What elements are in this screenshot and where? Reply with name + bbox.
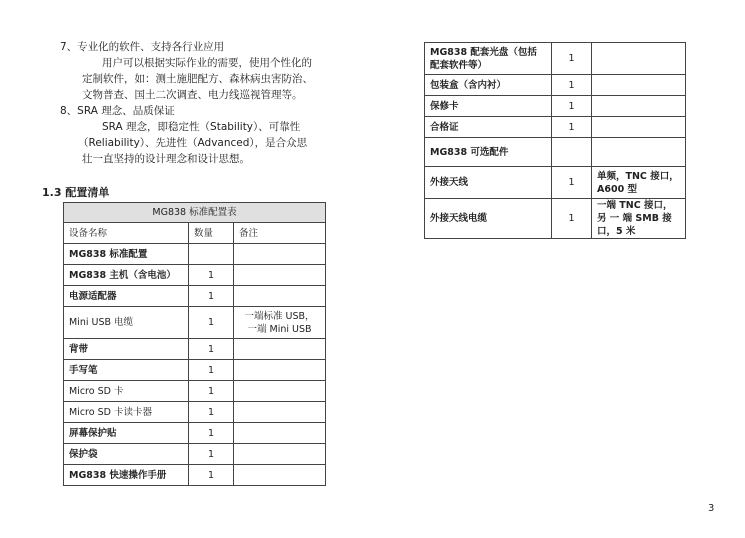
cell-note — [234, 423, 326, 444]
section-heading: 1.3 配置清单 — [42, 186, 110, 199]
cell-note — [234, 402, 326, 423]
cell-name: MG838 配套光盘（包括 配套软件等） — [425, 43, 552, 75]
cell-qty: 1 — [552, 167, 592, 199]
cell-qty: 1 — [189, 423, 234, 444]
item8-line-3: 壮一直坚持的设计理念和设计思想。 — [82, 153, 250, 165]
cell-note: 单频，TNC 接口， A600 型 — [592, 167, 686, 199]
cell-name: MG838 快速操作手册 — [64, 465, 189, 486]
accessories-table — [424, 42, 686, 239]
cell-qty: 1 — [189, 360, 234, 381]
cell-note — [234, 360, 326, 381]
table-row — [64, 286, 326, 307]
cell-qty: 1 — [552, 117, 592, 138]
table-row — [425, 138, 686, 167]
table-row — [64, 444, 326, 465]
cell-qty: 1 — [189, 286, 234, 307]
table-row — [64, 360, 326, 381]
cell-note — [592, 117, 686, 138]
table-row — [64, 307, 326, 339]
table-row — [64, 339, 326, 360]
cell-name: MG838 主机（含电池） — [64, 265, 189, 286]
cell-name: 电源适配器 — [64, 286, 189, 307]
table-row — [425, 117, 686, 138]
cell-name: Micro SD 卡 — [64, 381, 189, 402]
item8-title: 8、SRA 理念、品质保证 — [60, 105, 175, 117]
item8-line-1: SRA 理念，即稳定性（Stability）、可靠性 — [102, 121, 301, 133]
cell-name: 保修卡 — [425, 96, 552, 117]
table-row — [64, 465, 326, 486]
table-row — [64, 423, 326, 444]
cell-name: 包装盒（含内衬） — [425, 75, 552, 96]
cell-qty: 1 — [189, 465, 234, 486]
table-row — [425, 75, 686, 96]
cell-note — [234, 339, 326, 360]
table-caption-row — [64, 203, 326, 223]
cell-note: 一端 TNC 接口， 另 一 端 SMB 接 口，5 米 — [592, 199, 686, 239]
cell-qty: 1 — [552, 43, 592, 75]
cell-note — [592, 43, 686, 75]
table-row — [64, 402, 326, 423]
page-number: 3 — [708, 503, 715, 514]
cell-name: 背带 — [64, 339, 189, 360]
item7-line-2: 定制软件，如：测土施肥配方、森林病虫害防治、 — [82, 73, 313, 85]
cell-note — [234, 286, 326, 307]
cell-qty: 1 — [552, 199, 592, 239]
table-row — [64, 265, 326, 286]
cell-name: 保护袋 — [64, 444, 189, 465]
cell-name: 外接天线 — [425, 167, 552, 199]
cell-note — [592, 96, 686, 117]
cell-qty: 1 — [189, 339, 234, 360]
item8-line-2: （Reliability）、先进性（Advanced），是合众思 — [78, 137, 308, 149]
cell-note — [234, 444, 326, 465]
table-row — [64, 244, 326, 265]
cell-qty: 1 — [189, 265, 234, 286]
table-header-row — [64, 223, 326, 244]
header-note: 备注 — [234, 223, 326, 244]
cell-note — [234, 465, 326, 486]
cell-note — [234, 265, 326, 286]
cell-qty: 1 — [552, 75, 592, 96]
table-row — [64, 381, 326, 402]
table-row — [425, 199, 686, 239]
cell-note — [234, 381, 326, 402]
cell-qty: 1 — [189, 307, 234, 339]
header-qty: 数量 — [189, 223, 234, 244]
cell-name: Micro SD 卡读卡器 — [64, 402, 189, 423]
cell-name: 手写笔 — [64, 360, 189, 381]
cell-qty: 1 — [189, 381, 234, 402]
cell-name: 外接天线电缆 — [425, 199, 552, 239]
cell-note: 一端标准 USB， 一端 Mini USB — [234, 307, 326, 339]
cell-name: MG838 可选配件 — [425, 138, 552, 167]
cell-note — [234, 244, 326, 265]
table-row — [425, 43, 686, 75]
cell-name: 屏幕保护贴 — [64, 423, 189, 444]
standard-config-table — [63, 202, 326, 486]
cell-name: 合格证 — [425, 117, 552, 138]
cell-note — [592, 75, 686, 96]
item7-title: 7、专业化的软件、支持各行业应用 — [60, 41, 225, 53]
header-name: 设备名称 — [64, 223, 189, 244]
cell-qty — [189, 244, 234, 265]
item7-line-1: 用户可以根据实际作业的需要，使用个性化的 — [102, 57, 312, 69]
cell-qty: 1 — [189, 402, 234, 423]
cell-name: Mini USB 电缆 — [64, 307, 189, 339]
item7-line-3: 文物普查、国土二次调查、电力线巡视管理等。 — [82, 89, 303, 101]
cell-qty: 1 — [189, 444, 234, 465]
cell-qty: 1 — [552, 96, 592, 117]
cell-name: MG838 标准配置 — [64, 244, 189, 265]
table-caption: MG838 标准配置表 — [64, 203, 326, 223]
table-row — [425, 96, 686, 117]
cell-note — [592, 138, 686, 167]
cell-qty — [552, 138, 592, 167]
table-row — [425, 167, 686, 199]
